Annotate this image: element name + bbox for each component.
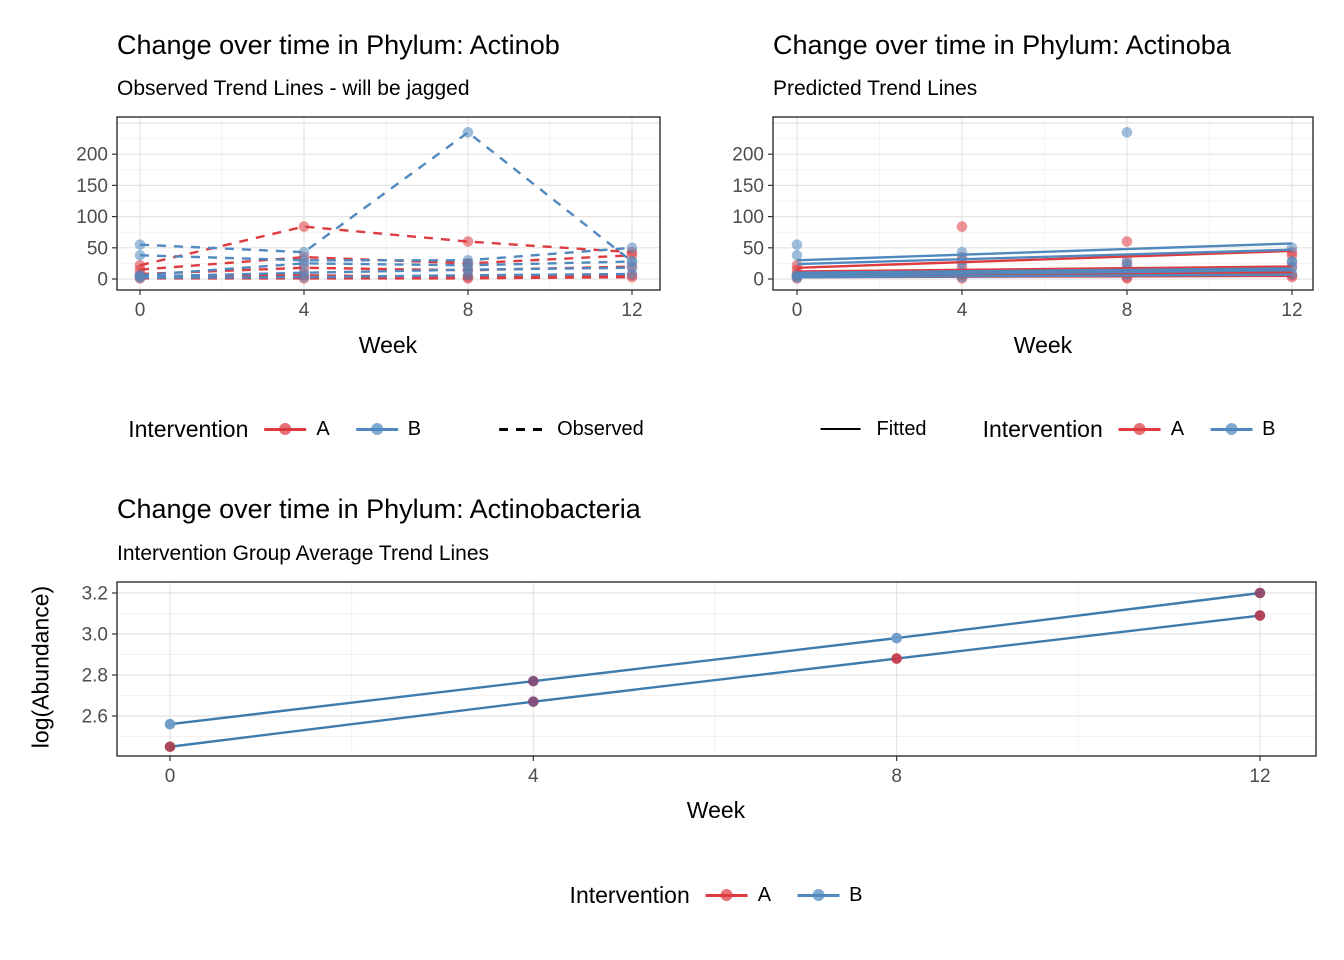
data-point-a xyxy=(165,741,176,752)
x-tick-label: 0 xyxy=(134,300,146,321)
x-tick-label: 0 xyxy=(791,300,803,321)
legend-dot-b-icon xyxy=(812,889,824,901)
legend-label-b: B xyxy=(1262,417,1276,440)
data-point-b xyxy=(463,270,474,281)
predicted-chart-subtitle: Predicted Trend Lines xyxy=(773,77,978,100)
data-point-a xyxy=(528,696,539,707)
legend-dot-a-icon xyxy=(1134,423,1146,435)
average-legend-title: Intervention xyxy=(569,881,690,908)
predicted-legend-title: Intervention xyxy=(982,415,1103,442)
x-tick-label: 4 xyxy=(956,300,968,321)
observed-x-axis-title: Week xyxy=(358,332,418,358)
legend-key-a-icon xyxy=(264,418,306,440)
average-x-axis-title: Week xyxy=(686,797,746,823)
observed-chart xyxy=(76,117,660,321)
y-tick-label: 150 xyxy=(76,175,108,197)
x-tick-label: 0 xyxy=(164,766,176,787)
legend-dot-a-icon xyxy=(721,889,733,901)
average-chart xyxy=(82,582,1316,787)
panel-border xyxy=(773,117,1313,290)
data-point-b xyxy=(1122,127,1133,138)
data-point-a xyxy=(891,653,902,664)
x-tick-label: 12 xyxy=(1281,300,1303,321)
legend-dot-b-icon xyxy=(1225,423,1237,435)
observed-legend-title: Intervention xyxy=(128,415,249,442)
legend-key-b-icon xyxy=(356,418,398,440)
legend-key-b-icon xyxy=(1210,418,1252,440)
observed-chart-subtitle: Observed Trend Lines - will be jagged xyxy=(117,77,470,100)
x-tick-label: 12 xyxy=(1249,766,1271,787)
x-tick-label: 4 xyxy=(298,300,310,321)
y-tick-label: 50 xyxy=(86,238,108,260)
data-point-a xyxy=(299,221,310,232)
observed-chart-title: Change over time in Phylum: Actinob xyxy=(117,30,560,60)
average-chart-title: Change over time in Phylum: Actinobacteria xyxy=(117,494,641,524)
data-point-b xyxy=(891,633,902,644)
y-tick-label: 3.2 xyxy=(81,583,108,605)
data-point-b xyxy=(299,258,310,269)
y-tick-label: 3.0 xyxy=(81,624,108,646)
y-tick-label: 100 xyxy=(732,207,764,229)
legend-label-observed: Observed xyxy=(557,417,644,440)
x-tick-label: 12 xyxy=(621,300,643,321)
top-legend-row xyxy=(0,411,1344,447)
legend-label-b: B xyxy=(849,883,863,906)
data-point-b xyxy=(463,127,474,138)
bottom-legend-row xyxy=(0,877,1344,913)
data-point-b xyxy=(627,243,638,254)
x-tick-label: 8 xyxy=(1121,300,1133,321)
predicted-chart xyxy=(732,117,1313,321)
observed-legend xyxy=(128,411,644,447)
legend-key-b-icon xyxy=(797,884,839,906)
data-point-b xyxy=(792,239,803,250)
data-point-b xyxy=(165,719,176,730)
legend-label-b: B xyxy=(407,417,422,440)
data-point-a xyxy=(957,221,968,232)
predicted-legend xyxy=(821,411,1276,447)
average-y-axis-title: log(Abundance) xyxy=(27,585,54,749)
average-chart-subtitle: Intervention Group Average Trend Lines xyxy=(117,542,490,565)
y-tick-label: 200 xyxy=(76,144,108,166)
y-tick-label: 150 xyxy=(732,175,764,197)
data-point-a xyxy=(1122,236,1133,247)
data-point-b xyxy=(299,272,310,283)
x-tick-label: 8 xyxy=(891,766,902,787)
legend-dot-a-icon xyxy=(279,423,291,435)
data-point-b xyxy=(135,272,146,283)
data-point-b xyxy=(135,250,146,261)
legend-key-a-icon xyxy=(1119,418,1161,440)
x-tick-label: 4 xyxy=(528,766,539,787)
y-tick-label: 0 xyxy=(97,269,108,291)
legend-label-a: A xyxy=(1170,417,1185,440)
y-tick-label: 0 xyxy=(753,269,764,291)
data-point-a xyxy=(1255,610,1266,621)
y-tick-label: 2.6 xyxy=(81,706,108,728)
y-tick-label: 50 xyxy=(742,238,764,260)
legend-label-fitted: Fitted xyxy=(876,417,927,440)
average-legend xyxy=(570,877,863,913)
data-point-b xyxy=(135,239,146,250)
y-tick-label: 100 xyxy=(76,207,108,229)
predicted-x-axis-title: Week xyxy=(1013,332,1073,358)
legend-key-a-icon xyxy=(706,884,748,906)
data-point-b xyxy=(627,269,638,280)
data-point-b xyxy=(528,676,539,687)
data-point-a xyxy=(463,236,474,247)
data-point-b xyxy=(1255,588,1266,599)
legend-label-a: A xyxy=(757,883,772,906)
y-tick-label: 2.8 xyxy=(81,665,108,687)
y-tick-label: 200 xyxy=(732,144,764,166)
x-tick-label: 8 xyxy=(462,300,474,321)
dashed-line-key-icon xyxy=(499,428,543,431)
legend-dot-b-icon xyxy=(371,423,383,435)
legend-label-a: A xyxy=(316,417,330,440)
predicted-chart-title: Change over time in Phylum: Actinoba xyxy=(773,30,1231,60)
solid-line-key-icon xyxy=(821,428,861,431)
